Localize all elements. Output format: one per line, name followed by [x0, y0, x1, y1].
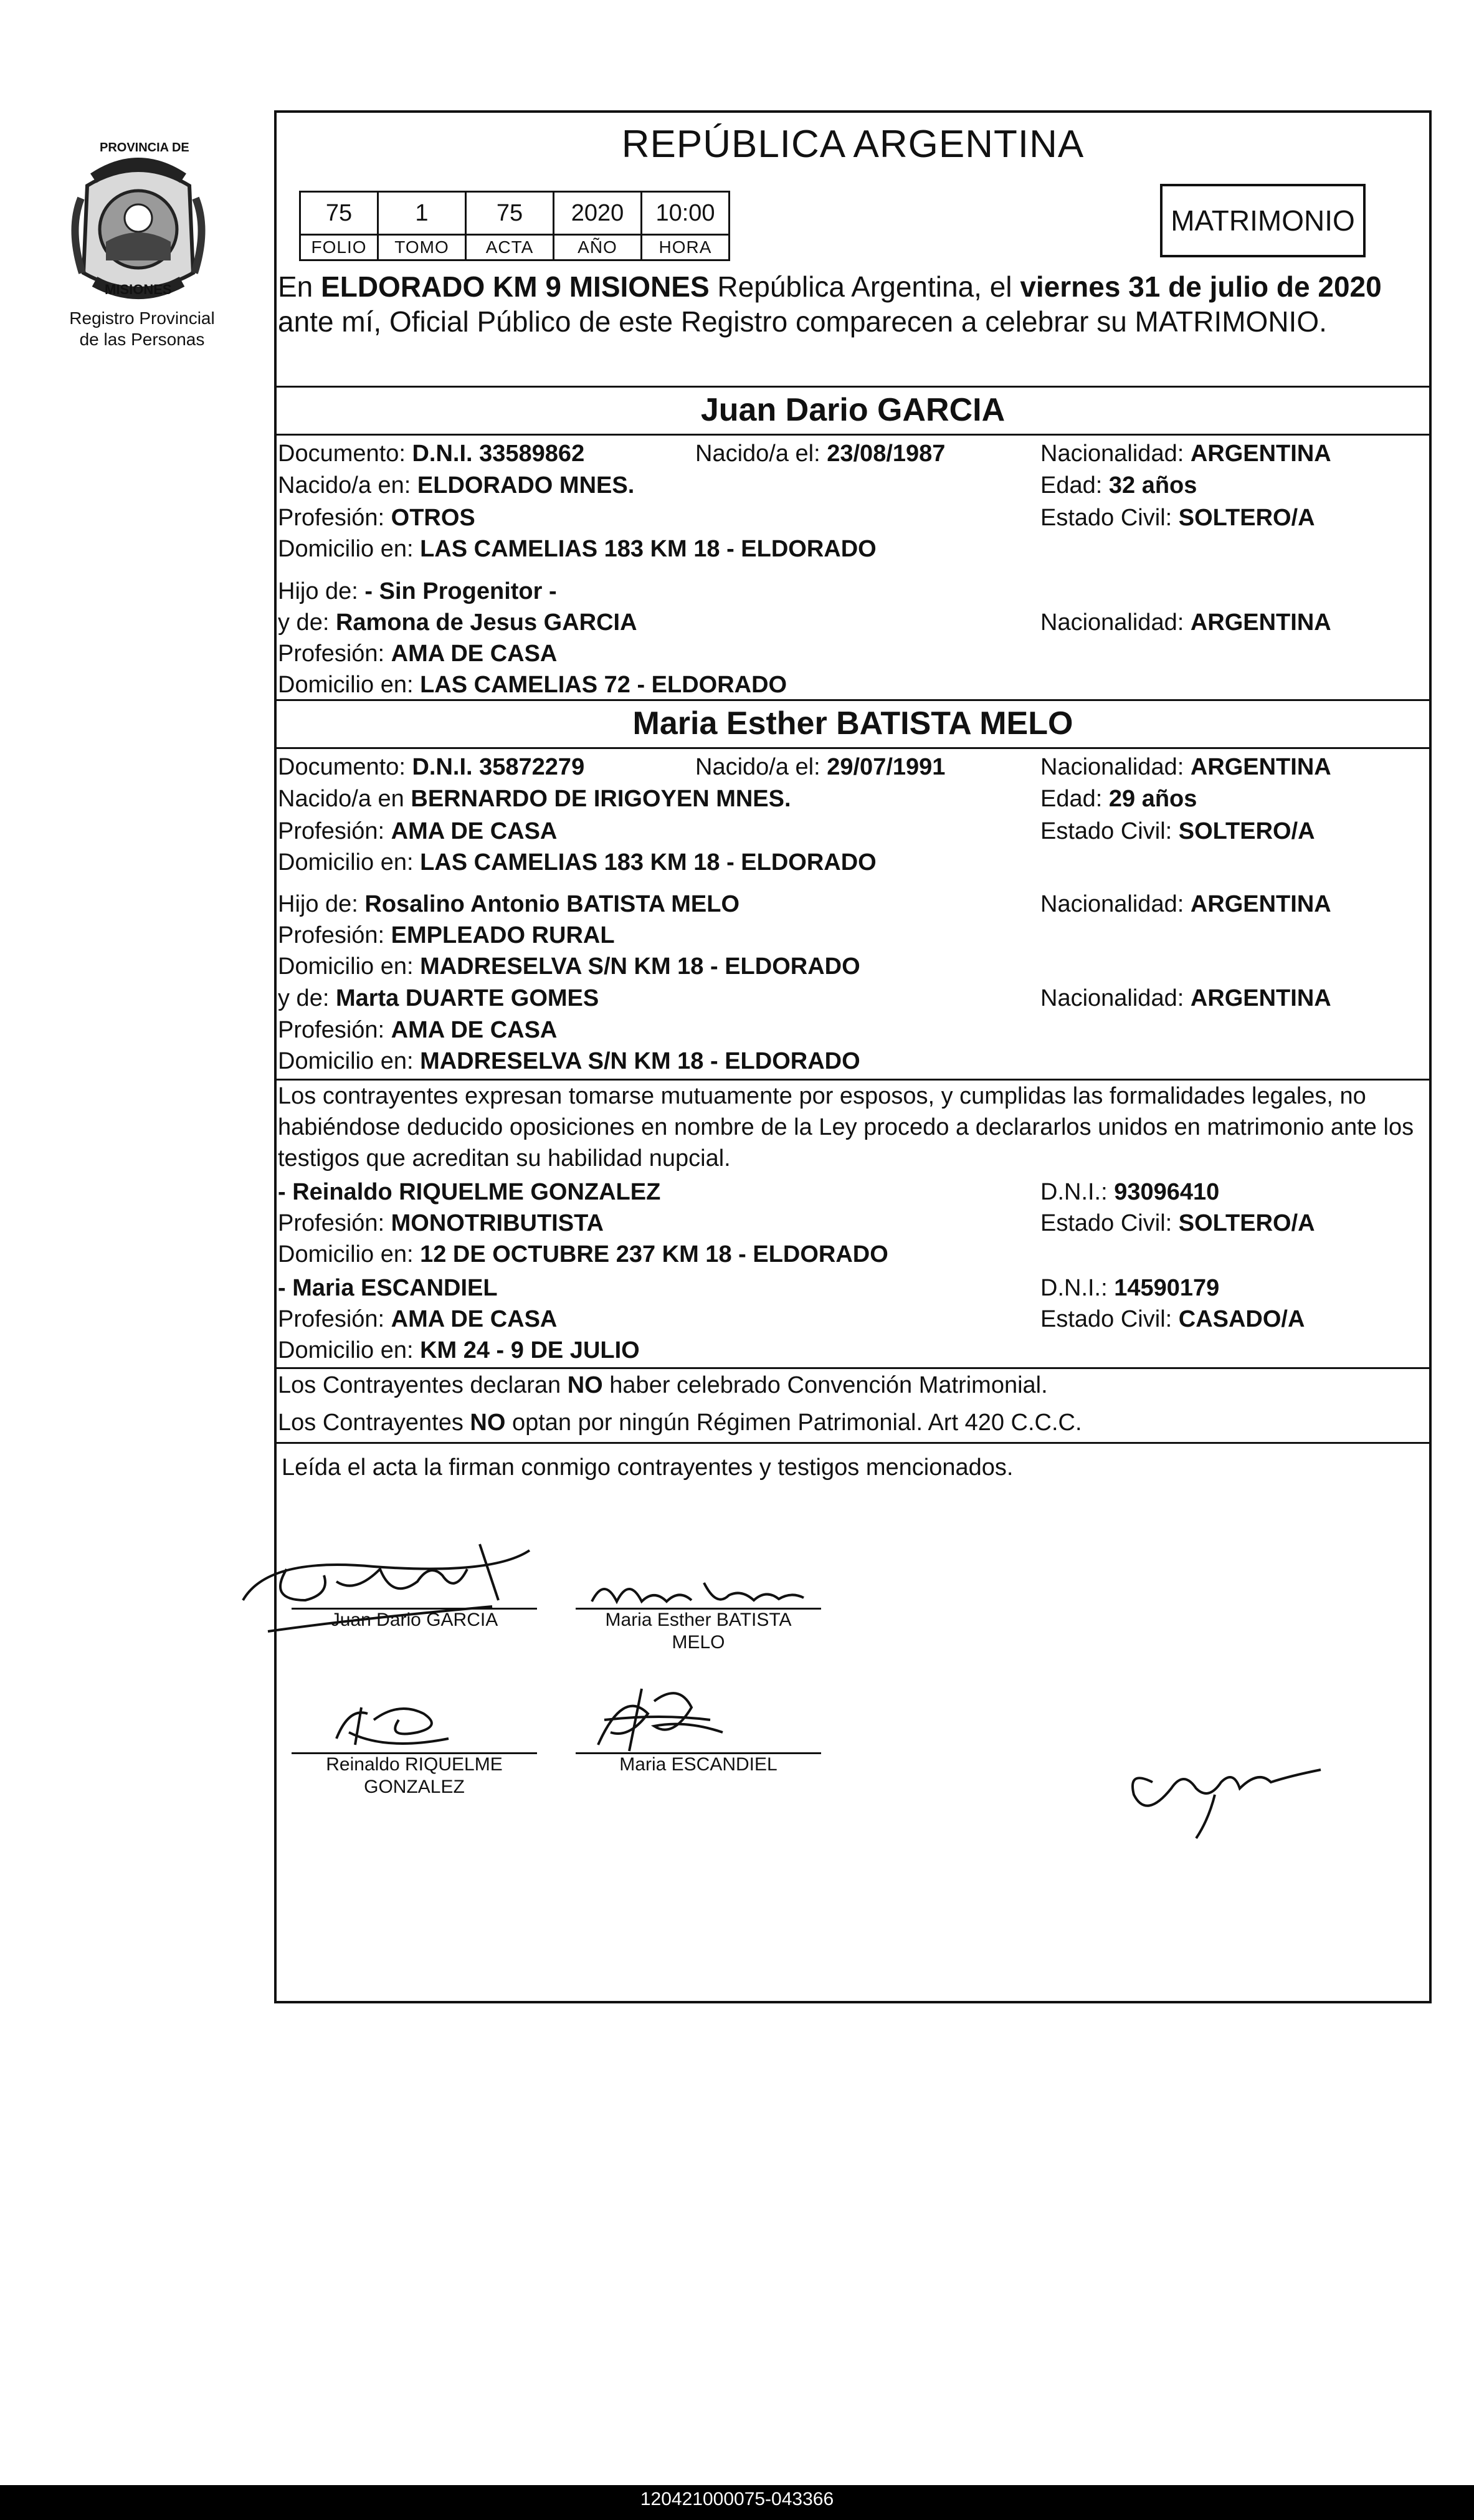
label: Edad: [1040, 472, 1109, 499]
label: Nacionalidad: [1040, 891, 1191, 917]
label: Nacionalidad: [1040, 441, 1191, 467]
value: 29 años [1108, 786, 1197, 812]
label: D.N.I.: [1040, 1275, 1115, 1301]
record-type-box: MATRIMONIO [1160, 184, 1366, 257]
hora-value: 10:00 [642, 192, 730, 235]
regime-statement [278, 1407, 1082, 1438]
tomo-label: TOMO [378, 235, 466, 260]
label: Profesión: [278, 1210, 391, 1236]
witness1-name [278, 1176, 660, 1208]
label: Hijo de: [278, 578, 365, 604]
spouse1-document [278, 438, 584, 469]
declaration-text: Los contrayentes expresan tomarse mutuamente por esposos, y cumplidas las formalidades legales, no habiéndose deducido oposiciones en nombre de la Ley procedo a declararlos unidos en matrimonio ante los testigos que acreditan su habilidad nupcial. [278, 1083, 1414, 1172]
label: Nacido/a en [278, 786, 411, 812]
spouse2-parent2-nationality [1040, 983, 1331, 1014]
label: Estado Civil: [1040, 1210, 1179, 1236]
value: 29/07/1991 [827, 754, 946, 780]
value: 93096410 [1114, 1179, 1220, 1205]
value: 14590179 [1114, 1275, 1220, 1301]
value: SOLTERO/A [1178, 1210, 1315, 1236]
text-a: Los Contrayentes declaran [278, 1372, 568, 1398]
intro-paragraph [278, 269, 1430, 339]
divider-spouse1-name [274, 434, 1432, 436]
line-a: Reinaldo RIQUELME [326, 1754, 503, 1775]
spouse2-age [1040, 783, 1197, 814]
seal-text-top: PROVINCIA DE [100, 141, 189, 155]
label: Nacido/a el: [695, 754, 827, 780]
value: Rosalino Antonio BATISTA MELO [364, 891, 740, 917]
ano-label: AÑO [554, 235, 642, 260]
spouse2-name: Maria Esther BATISTA MELO [632, 705, 1073, 742]
ano-value: 2020 [554, 192, 642, 235]
line-b: GONZALEZ [364, 1777, 465, 1797]
registry-caption-line1: Registro Provincial [69, 308, 215, 328]
spouse1-address [278, 533, 877, 565]
spouse1-parent2-address [278, 669, 787, 700]
intro-text-2: República Argentina, el [709, 270, 1020, 303]
label: Domicilio en: [278, 1048, 421, 1074]
label: Domicilio en: [278, 1337, 421, 1363]
value: Ramona de Jesus GARCIA [335, 609, 637, 636]
label: Domicilio en: [278, 953, 421, 980]
label: Profesión: [278, 641, 391, 667]
spouse1-birthdate [695, 438, 945, 469]
folio-label: FOLIO [300, 235, 378, 260]
spouse1-name: Juan Dario GARCIA [700, 392, 1006, 428]
spouse2-parent1 [278, 889, 739, 920]
value: Marta DUARTE GOMES [335, 985, 599, 1011]
label: Profesión: [278, 1306, 391, 1332]
value: - Reinaldo RIQUELME GONZALEZ [278, 1179, 661, 1205]
value: LAS CAMELIAS 183 KM 18 - ELDORADO [420, 849, 877, 876]
value: ARGENTINA [1190, 985, 1331, 1011]
witness1-dni [1040, 1176, 1219, 1208]
witness2-profession [278, 1304, 557, 1335]
value: AMA DE CASA [391, 1017, 558, 1043]
value: SOLTERO/A [1178, 505, 1315, 531]
footer-code: 120421000075-043366 [640, 2489, 834, 2509]
label: Profesión: [278, 818, 391, 844]
label: Estado Civil: [1040, 818, 1179, 844]
value: 32 años [1108, 472, 1197, 499]
witness2-address [278, 1335, 640, 1366]
signature-name-4 [576, 1754, 821, 1776]
spouse2-parent1-profession [278, 920, 615, 951]
tomo-value: 1 [378, 192, 466, 235]
label: D.N.I.: [1040, 1179, 1115, 1205]
value: 12 DE OCTUBRE 237 KM 18 - ELDORADO [420, 1241, 888, 1267]
label: Estado Civil: [1040, 1306, 1179, 1332]
spouse1-parent2-profession [278, 638, 557, 669]
spouse1-age [1040, 470, 1197, 501]
value: ARGENTINA [1190, 441, 1331, 467]
value: EMPLEADO RURAL [391, 922, 615, 948]
label: Nacionalidad: [1040, 609, 1191, 636]
divider-spouse2-name [274, 747, 1432, 749]
signature-name-2 [576, 1609, 821, 1654]
label: Domicilio en: [278, 849, 421, 876]
label: Profesión: [278, 505, 391, 531]
registry-caption-line2: de las Personas [79, 330, 205, 349]
spouse2-profession [278, 816, 557, 847]
value: BERNARDO DE IRIGOYEN MNES. [411, 786, 791, 812]
registry-caption [49, 308, 235, 350]
spouse2-civil-status [1040, 816, 1315, 847]
witness2-civil-status [1040, 1304, 1305, 1335]
value: AMA DE CASA [391, 641, 558, 667]
spouse1-civil-status [1040, 502, 1315, 533]
intro-place: ELDORADO KM 9 MISIONES [321, 270, 710, 303]
spouse1-parent2-nationality [1040, 607, 1331, 638]
label: Edad: [1040, 786, 1109, 812]
spouse2-address [278, 847, 877, 878]
spouse2-parent1-address [278, 951, 860, 982]
no-a: NO [567, 1372, 603, 1398]
label: Documento: [278, 441, 412, 467]
signature-reinaldo-riquelme [324, 1695, 461, 1751]
signature-maria-escandiel [586, 1676, 735, 1757]
label: Profesión: [278, 1017, 391, 1043]
signature-name-3 [292, 1754, 537, 1798]
closing-text: Leída el acta la firman conmigo contrayentes y testigos mencionados. [282, 1454, 1014, 1481]
acta-value: 75 [466, 192, 554, 235]
signature-registry-officer [1115, 1732, 1333, 1845]
witness2-name [278, 1272, 498, 1304]
label: Estado Civil: [1040, 505, 1179, 531]
value: ARGENTINA [1190, 891, 1331, 917]
value: AMA DE CASA [391, 1306, 558, 1332]
spouse1-nationality [1040, 438, 1331, 469]
label: y de: [278, 609, 336, 636]
value: D.N.I. 33589862 [412, 441, 585, 467]
value: LAS CAMELIAS 183 KM 18 - ELDORADO [420, 536, 877, 562]
label: Nacido/a en: [278, 472, 417, 499]
seal-text-bottom: MISIONES [105, 282, 172, 297]
spouse2-parent1-nationality [1040, 889, 1331, 920]
witness1-profession [278, 1208, 604, 1239]
label: Documento: [278, 754, 412, 780]
label: Nacionalidad: [1040, 754, 1191, 780]
spouse2-parent2-profession [278, 1014, 557, 1046]
divider-convention [274, 1367, 1432, 1369]
label: Domicilio en: [278, 672, 421, 698]
text-b: haber celebrado Convención Matrimonial. [602, 1372, 1048, 1398]
label: Domicilio en: [278, 536, 421, 562]
label: Hijo de: [278, 891, 365, 917]
value: OTROS [391, 505, 475, 531]
witness2-dni [1040, 1272, 1219, 1304]
document-title: REPÚBLICA ARGENTINA [621, 123, 1085, 166]
value: ELDORADO MNES. [417, 472, 635, 499]
line: Juan Dario GARCIA [330, 1610, 498, 1630]
text-a: Los Contrayentes [278, 1410, 470, 1436]
intro-text-3: ante mí, Oficial Público de este Registro comparecen a celebrar su MATRIMONIO. [278, 305, 1327, 338]
convention-statement [278, 1370, 1048, 1401]
spouse2-document [278, 752, 584, 783]
divider-closing [274, 1442, 1432, 1444]
label: y de: [278, 985, 336, 1011]
text-b: optan por ningún Régimen Patrimonial. Art 420 C.C.C. [505, 1410, 1082, 1436]
witness1-civil-status [1040, 1208, 1315, 1239]
label: Nacionalidad: [1040, 985, 1191, 1011]
spouse2-nationality [1040, 752, 1331, 783]
value: SOLTERO/A [1178, 818, 1315, 844]
spouse1-parent2 [278, 607, 637, 638]
spouse2-parent2-address [278, 1046, 860, 1077]
value: D.N.I. 35872279 [412, 754, 585, 780]
value: - Sin Progenitor - [364, 578, 557, 604]
intro-date: viernes 31 de julio de 2020 [1020, 270, 1382, 303]
value: MONOTRIBUTISTA [391, 1210, 604, 1236]
spouse2-parent2 [278, 983, 599, 1014]
value: AMA DE CASA [391, 818, 558, 844]
line-a: Maria Esther BATISTA [605, 1610, 792, 1630]
value: KM 24 - 9 DE JULIO [420, 1337, 640, 1363]
signature-name-1 [292, 1609, 537, 1631]
value: MADRESELVA S/N KM 18 - ELDORADO [420, 1048, 860, 1074]
value: ARGENTINA [1190, 609, 1331, 636]
acta-label: ACTA [466, 235, 554, 260]
folio-value: 75 [300, 192, 378, 235]
divider-header [274, 386, 1432, 388]
spouse2-birthplace [278, 783, 791, 814]
label: Profesión: [278, 922, 391, 948]
no-b: NO [470, 1410, 506, 1436]
spouse1-profession [278, 502, 475, 533]
registry-table [299, 191, 730, 261]
value: 23/08/1987 [827, 441, 946, 467]
value: LAS CAMELIAS 72 - ELDORADO [420, 672, 787, 698]
value: MADRESELVA S/N KM 18 - ELDORADO [420, 953, 860, 980]
hora-label: HORA [642, 235, 730, 260]
intro-text-1: En [278, 270, 321, 303]
value: - Maria ESCANDIEL [278, 1275, 498, 1301]
value: ARGENTINA [1190, 754, 1331, 780]
spouse1-birthplace [278, 470, 634, 501]
witness1-address [278, 1239, 888, 1270]
value: CASADO/A [1178, 1306, 1305, 1332]
spouse1-parent1 [278, 576, 557, 607]
spouse2-birthdate [695, 752, 945, 783]
line-b: MELO [672, 1632, 725, 1653]
label: Domicilio en: [278, 1241, 421, 1267]
line: Maria ESCANDIEL [619, 1754, 777, 1775]
label: Nacido/a el: [695, 441, 827, 467]
